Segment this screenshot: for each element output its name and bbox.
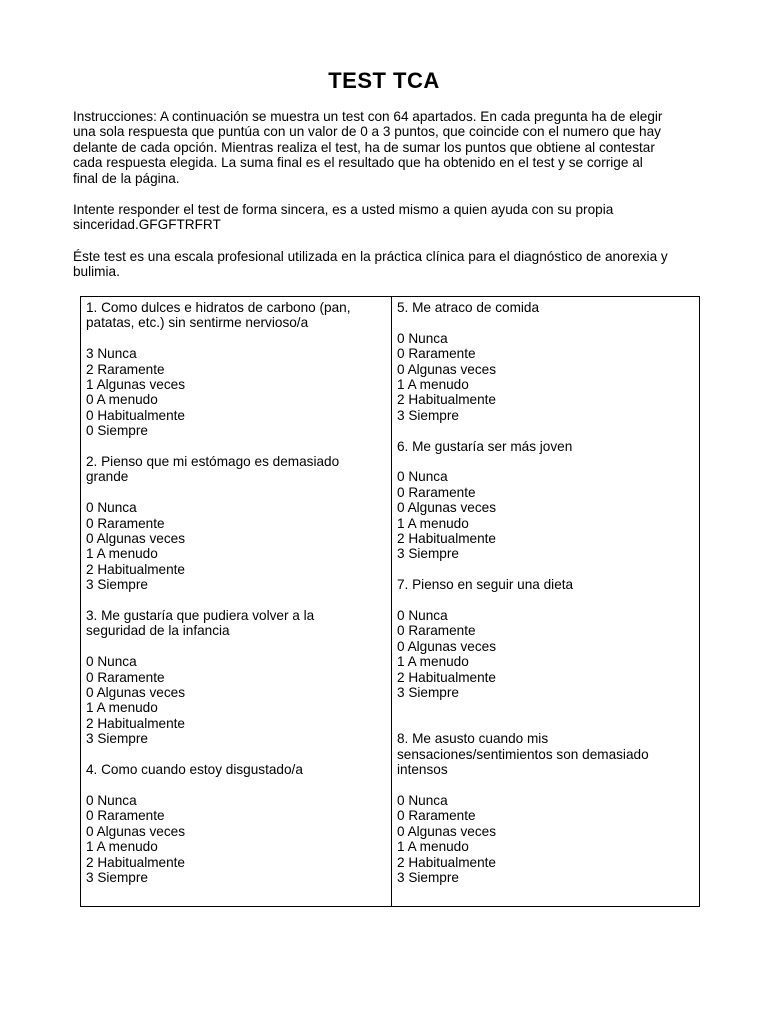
question-text-line: seguridad de la infancia <box>86 623 230 639</box>
answer-option: 1 A menudo <box>86 700 158 716</box>
answer-option: 0 Nunca <box>86 654 137 670</box>
scale-note-line: bulimia. <box>73 264 120 280</box>
question-text <box>397 300 697 315</box>
sincerity-paragraph <box>73 202 713 233</box>
question-text <box>397 577 697 592</box>
answer-option: 1 Algunas veces <box>86 377 185 393</box>
questions-column-right <box>397 300 697 901</box>
sincerity-line: Intente responder el test de forma sincera, es a usted mismo a quien ayuda con su propia <box>73 202 614 217</box>
question-text-line: 8. Me asusto cuando mis <box>397 731 549 747</box>
question-text-line: 1. Como dulces e hidratos de carbono (pan, <box>86 300 351 315</box>
answer-option: 0 Raramente <box>86 515 165 531</box>
answer-option: 2 Habitualmente <box>397 531 496 547</box>
question-text-line: patatas, etc.) sin sentirme nervioso/a <box>86 315 309 331</box>
answer-option: 0 Nunca <box>397 608 448 624</box>
answer-option: 0 Raramente <box>397 623 476 639</box>
answer-option: 2 Habitualmente <box>397 392 496 408</box>
answer-option: 1 A menudo <box>86 546 158 562</box>
answer-options <box>86 500 386 592</box>
answer-option: 0 Algunas veces <box>397 500 496 516</box>
question-text-line: 2. Pienso que mi estómago es demasiado <box>86 454 340 470</box>
answer-option: 3 Siempre <box>397 407 459 423</box>
question-text <box>86 762 386 777</box>
answer-option: 0 Habitualmente <box>86 407 185 423</box>
answer-option: 0 Algunas veces <box>86 685 185 701</box>
answer-option: 0 Algunas veces <box>86 823 185 839</box>
answer-options <box>397 331 697 423</box>
instructions-line: una sola respuesta que puntúa con un valor de 0 a 3 puntos, que coincide con el numero que hay <box>73 124 661 140</box>
answer-options <box>397 793 697 885</box>
answer-option: 3 Siempre <box>397 685 459 701</box>
instructions-line: cada respuesta elegida. La suma final es el resultado que ha obtenido en el test y se corrige al <box>73 155 643 171</box>
answer-option: 0 Raramente <box>86 669 165 685</box>
question-7 <box>397 577 697 700</box>
answer-option: 0 Nunca <box>397 792 448 808</box>
answer-options <box>86 654 386 746</box>
questions-table <box>80 296 700 907</box>
answer-option: 0 A menudo <box>86 392 158 408</box>
answer-option: 0 Algunas veces <box>397 361 496 377</box>
answer-options <box>397 469 697 561</box>
questions-column-left <box>86 300 386 901</box>
answer-option: 0 Nunca <box>397 330 448 346</box>
answer-option: 1 A menudo <box>397 515 469 531</box>
answer-option: 3 Siempre <box>86 869 148 885</box>
column-divider <box>391 297 392 906</box>
question-3 <box>86 608 386 747</box>
instructions-line: delante de cada opción. Mientras realiza el test, ha de sumar los puntos que obtiene al contestar <box>73 139 655 155</box>
answer-option: 3 Siempre <box>86 577 148 593</box>
question-1 <box>86 300 386 439</box>
question-text <box>86 300 386 331</box>
question-text-line: sensaciones/sentimientos son demasiado <box>397 746 649 762</box>
answer-option: 0 Nunca <box>86 500 137 516</box>
answer-option: 2 Habitualmente <box>86 561 185 577</box>
answer-options <box>86 793 386 885</box>
answer-option: 1 A menudo <box>397 654 469 670</box>
question-text <box>86 608 386 639</box>
question-text-line: intensos <box>397 762 448 778</box>
answer-option: 0 Nunca <box>86 792 137 808</box>
answer-option: 3 Nunca <box>86 346 137 362</box>
instructions-line: Instrucciones: A continuación se muestra un test con 64 apartados. En cada pregunta ha de elegir <box>73 109 663 124</box>
scale-note-line: Éste test es una escala profesional utilizada en la práctica clínica para el diagnóstico de anorexia y <box>73 249 668 264</box>
answer-option: 0 Algunas veces <box>397 638 496 654</box>
instructions-paragraph <box>73 109 713 186</box>
answer-option: 0 Algunas veces <box>86 531 185 547</box>
answer-option: 1 A menudo <box>86 839 158 855</box>
answer-option: 1 A menudo <box>397 377 469 393</box>
answer-option: 0 Nunca <box>397 469 448 485</box>
question-6 <box>397 439 697 562</box>
spacer <box>397 716 697 731</box>
answer-option: 0 Raramente <box>397 346 476 362</box>
answer-option: 2 Raramente <box>86 361 165 377</box>
sincerity-line: sinceridad.GFGFTRFRT <box>73 217 221 233</box>
answer-option: 3 Siempre <box>397 546 459 562</box>
answer-option: 2 Habitualmente <box>397 854 496 870</box>
answer-option: 0 Raramente <box>86 808 165 824</box>
scale-note-paragraph <box>73 249 713 280</box>
question-8 <box>397 731 697 885</box>
answer-option: 0 Siempre <box>86 423 148 439</box>
answer-option: 2 Habitualmente <box>86 715 185 731</box>
answer-option: 2 Habitualmente <box>86 854 185 870</box>
question-text-line: 5. Me atraco de comida <box>397 300 540 315</box>
page-title: TEST TCA <box>328 68 440 93</box>
question-text-line: 4. Como cuando estoy disgustado/a <box>86 762 303 778</box>
answer-options <box>86 346 386 438</box>
question-text-line: 3. Me gustaría que pudiera volver a la <box>86 608 315 624</box>
question-4 <box>86 762 386 885</box>
question-text-line: grande <box>86 469 129 485</box>
answer-options <box>397 608 697 700</box>
question-text-line: 6. Me gustaría ser más joven <box>397 438 573 454</box>
question-5 <box>397 300 697 423</box>
instructions-line: final de la página. <box>73 170 180 186</box>
answer-option: 3 Siempre <box>86 731 148 747</box>
answer-option: 3 Siempre <box>397 869 459 885</box>
question-text <box>397 731 697 777</box>
question-text <box>86 454 386 485</box>
answer-option: 0 Raramente <box>397 484 476 500</box>
question-text-line: 7. Pienso en seguir una dieta <box>397 577 574 593</box>
answer-option: 1 A menudo <box>397 839 469 855</box>
question-text <box>397 439 697 454</box>
answer-option: 2 Habitualmente <box>397 669 496 685</box>
answer-option: 0 Raramente <box>397 808 476 824</box>
answer-option: 0 Algunas veces <box>397 823 496 839</box>
question-2 <box>86 454 386 593</box>
